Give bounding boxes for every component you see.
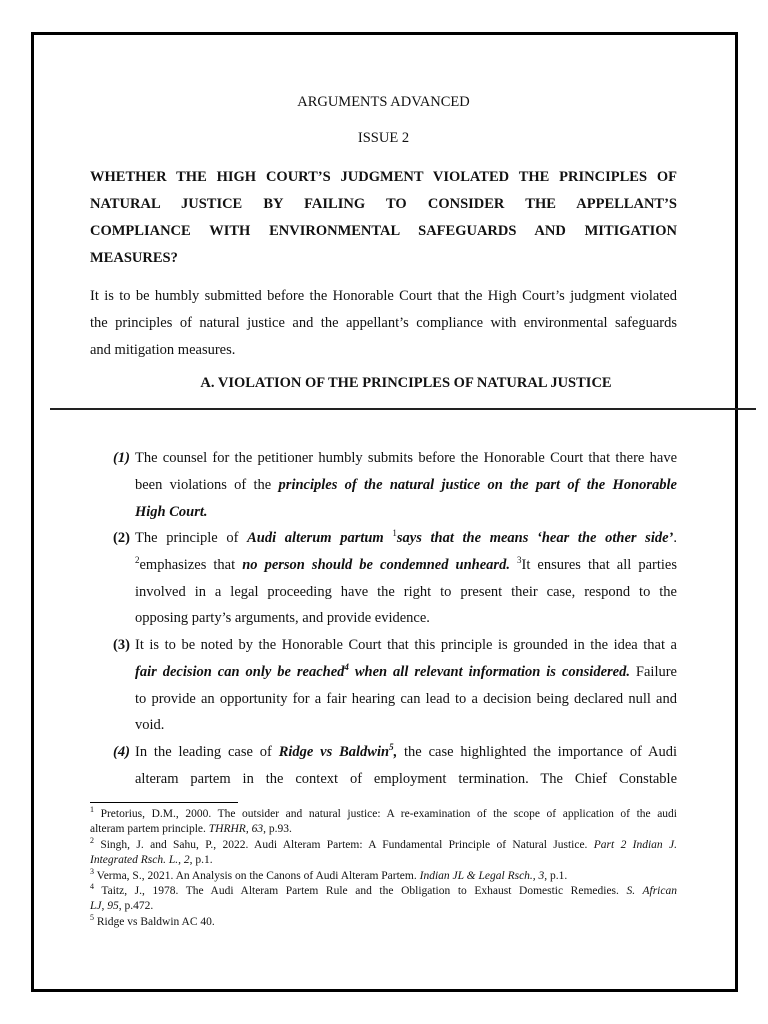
intro-line: It is to be humbly submitted before the Honorable Court that the High Court’s judgment violated (90, 288, 677, 304)
footnotes (90, 807, 677, 930)
point-4 (113, 739, 677, 793)
issue-question (90, 164, 677, 272)
footnote-1-cont: alteram partem principle. THRHR, 63, p.93. (90, 823, 292, 836)
point-line: opposing party’s arguments, and provide evidence. (135, 610, 430, 627)
issue-question-line: MEASURES? (90, 250, 178, 266)
intro-line: the principles of natural justice and the appellant’s compliance with environmental safeguards (90, 315, 677, 331)
point-number: (4) (113, 744, 130, 760)
point-number: (1) (113, 450, 130, 466)
point-line: It is to be noted by the Honorable Court that this principle is grounded in the idea that a (135, 637, 677, 653)
issue-question-line: COMPLIANCE WITH ENVIRONMENTAL SAFEGUARDS AND MITIGATION (90, 223, 677, 239)
footnote-5: $^5$ Ridge vs Baldwin AC 40. (90, 913, 215, 928)
footnote-ref: 1 (392, 528, 397, 539)
intro-line: and mitigation measures. (90, 342, 236, 358)
section-title: ARGUMENTS ADVANCED (297, 94, 470, 110)
point-line: The principle of Audi alterum partum $^1$says that the means ‘hear the other side’. (135, 528, 677, 546)
point-line: $^2$emphasizes that no person should be condemned unheard. $^3$It ensures that all parties (135, 554, 677, 573)
footnote-ref: 5 (389, 742, 394, 753)
footnote-3: $^3$ Verma, S., 2021. An Analysis on the Canons of Audi Alteram Partem. Indian JL & Legal Rsch., 3, p.1. (90, 866, 568, 882)
point-line: fair decision can only be reached$^4$ when all relevant information is considered. Failure (135, 661, 677, 680)
footnote-1: $^1$ Pretorius, D.M., 2000. The outsider and natural justice: A re-examination of the scope of application of the audi (90, 805, 677, 820)
intro-paragraph (90, 283, 677, 364)
issue-question-line: WHETHER THE HIGH COURT’S JUDGMENT VIOLATED THE PRINCIPLES OF (90, 169, 677, 185)
footnote-separator (90, 802, 238, 803)
point-2 (113, 525, 677, 632)
point-line: alteram partem in the context of employment termination. The Chief Constable (135, 770, 677, 787)
point-3 (113, 632, 677, 739)
point-line: void. (135, 717, 165, 734)
footnote-ref: 3 (517, 554, 522, 565)
footnote-ref: 2 (135, 554, 140, 565)
point-line: The counsel for the petitioner humbly submits before the Honorable Court that there have (135, 450, 677, 466)
footnote-4: $^4$ Taitz, J., 1978. The Audi Alteram Partem Rule and the Obligation to Exhaust Domestic Remedies. S. African (90, 882, 677, 898)
footnote-2-cont: Integrated Rsch. L., 2, p.1. (90, 854, 213, 867)
point-1 (113, 445, 677, 525)
point-number: (2) (113, 530, 130, 546)
footnote-2: $^2$ Singh, J. and Sahu, P., 2022. Audi Alteram Partem: A Fundamental Principle of Natural Justice. Part 2 Indian J. (90, 835, 678, 851)
point-line: High Court. (135, 503, 208, 520)
subheading: A. VIOLATION OF THE PRINCIPLES OF NATURAL JUSTICE (200, 375, 612, 391)
point-line: involved in a legal proceeding have the right to present their case, respond to the (135, 583, 677, 600)
point-number: (3) (113, 637, 130, 653)
issue-label: ISSUE 2 (357, 130, 410, 146)
page-break-rule (50, 408, 756, 410)
point-line: In the leading case of Ridge vs Baldwin$^5$, the case highlighted the importance of Audi (135, 742, 677, 760)
footnote-ref: 4 (344, 661, 349, 672)
point-line: been violations of the principles of the natural justice on the part of the Honorable (135, 476, 677, 493)
footnote-4-cont: LJ, 95, p.472. (90, 900, 154, 913)
issue-question-line: NATURAL JUSTICE BY FAILING TO CONSIDER THE APPELLANT’S (90, 196, 677, 212)
point-line: to provide an opportunity for a fair hearing can lead to a decision being declared null and (135, 690, 677, 707)
